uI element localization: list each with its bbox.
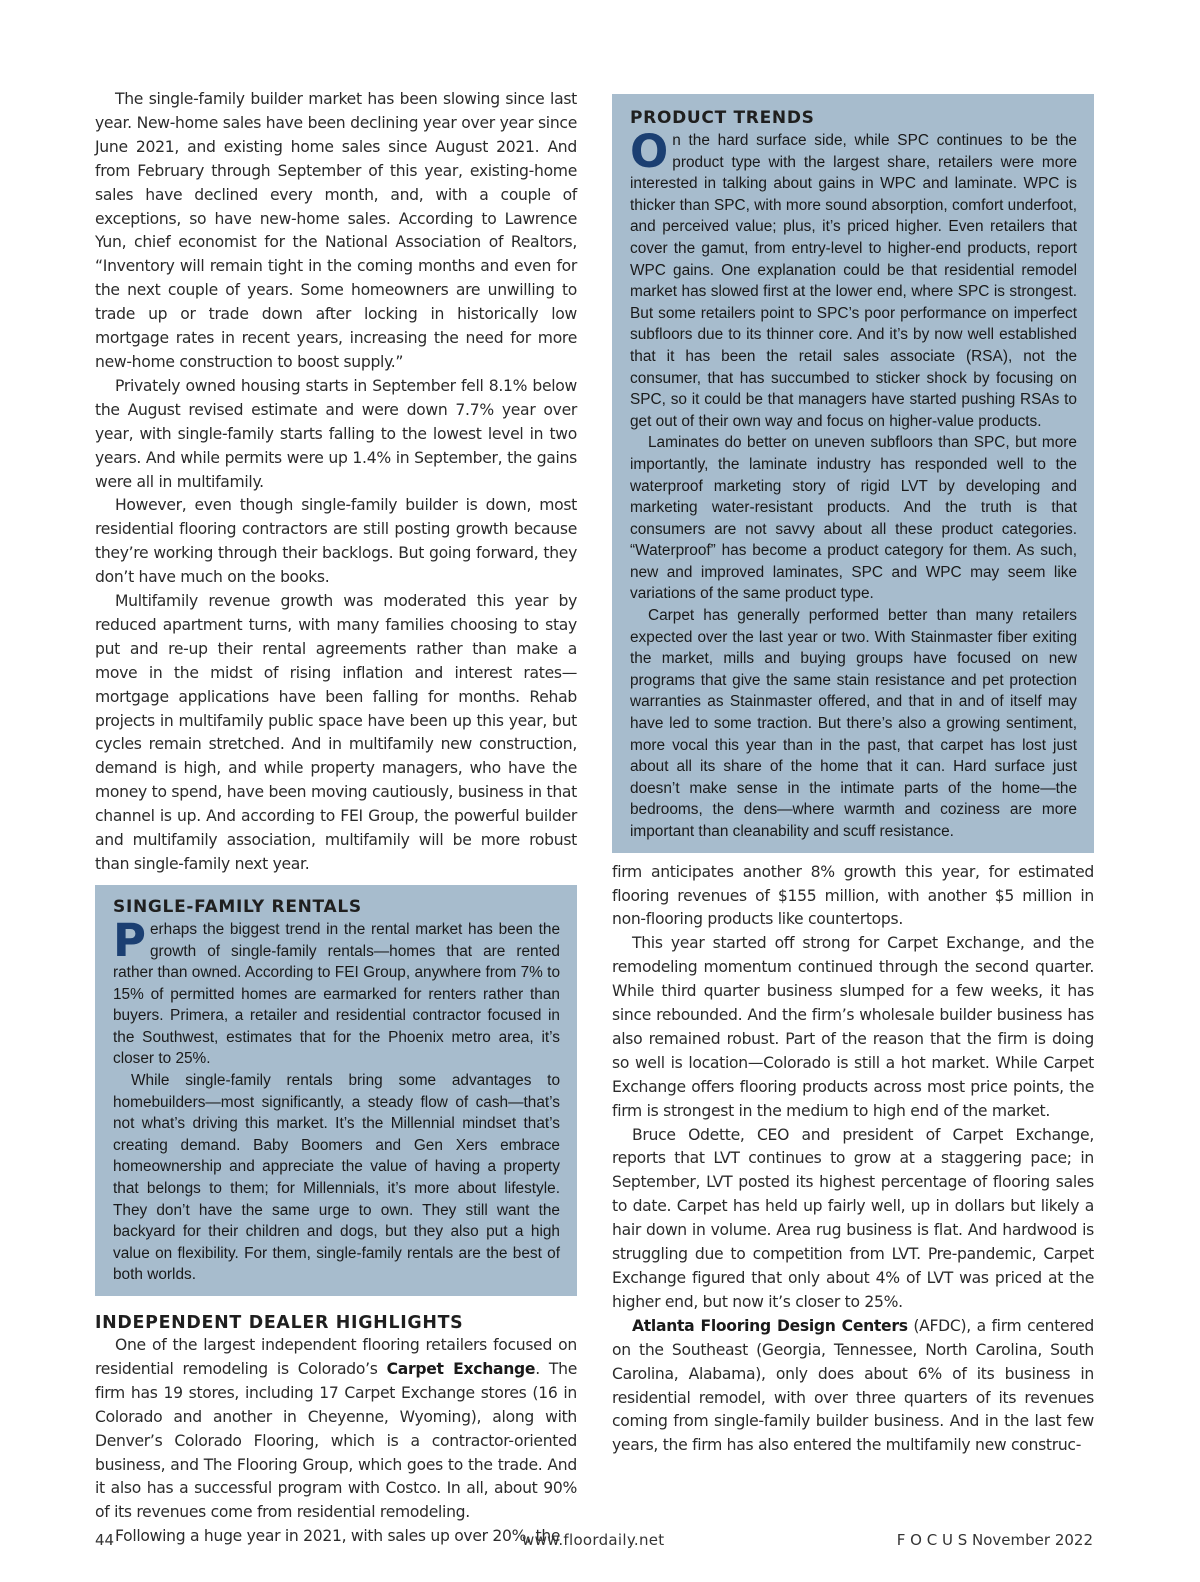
footer-issue: F O C U S November 2022 [896, 1531, 1093, 1549]
body-paragraph: Following a huge year in 2021, with sales up over 20%, the [115, 1527, 561, 1546]
body-paragraph: Privately owned housing starts in September fell 8.1% below the August revised estimate and were down 7.7% year over year, with single-family starts falling to the lowest level in two years. And while permits were up 1.4% in September, the gains were all in multifamily. [95, 376, 577, 491]
drop-cap: P [113, 913, 146, 967]
sidebar-paragraph: Carpet has generally performed better than many retailers expected over the last year or two. With Stainmaster fiber exiting the market, mills and buying groups have focused on new programs that give the same stain resistance and pet protection warranties as Stainmaster offered, and that in and of itself may have led to some traction. But there’s also a growing sentiment, more vocal this year than in the past, that carpet has lost just about all its share of the home that it can. Hard surface just doesn’t make sense in the intimate parts of the home—the bedrooms, the dens—where warmth and coziness are more important than cleanability and scuff resistance. [630, 607, 1077, 840]
company-name: Atlanta Flooring Design Centers [632, 1316, 908, 1335]
sidebar-paragraph: While single-family rentals bring some advantages to homebuilders—most significantly, a steady flow of cash—that’s not what’s driving this market. It’s the Millennial mindset that’s creating demand. Baby Boomers and Gen Xers embrace homeownership and appreciate the value of having a property that belongs to them; for Millennials, it’s more about lifestyle. They don’t have the same urge to own. They still want the backyard for their children and dogs, but they also put a high value on flexibility. For them, single-family rentals are the best of both worlds. [113, 1072, 560, 1284]
sidebar-product-trends [612, 94, 1094, 853]
sidebar-paragraph: Perhaps the biggest trend in the rental market has been the growth of single-family rentals—homes that are rented rather than owned. According to FEI Group, anywhere from 7% to 15% of permitted homes are earmarked for renters rather than buyers. Primera, a retailer and residential contractor focused in the Southwest, estimates that for the Phoenix metro area, it’s closer to 25%. [113, 913, 560, 1068]
right-column [612, 94, 1094, 1458]
body-paragraph: firm anticipates another 8% growth this year, for estimated flooring revenues of $155 million, with another $5 million in non-flooring products like countertops. [612, 862, 1094, 929]
body-paragraph: The single-family builder market has been slowing since last year. New-home sales have been declining year over year since June 2021, and existing home sales since August 2021. And from February through September of this year, existing-home sales have declined every month, and, with a couple of exceptions, so have new-home sales. According to Lawrence Yun, chief economist for the National Association of Realtors, “Inventory will remain tight in the coming months and even for the next couple of years. Some homeowners are unwilling to trade up or trade down after locking in historically low mortgage rates in recent years, increasing the need for more new-home construction to boost supply.” [95, 90, 577, 371]
body-paragraph: Bruce Odette, CEO and president of Carpet Exchange, reports that LVT continues to grow at a staggering pace; in September, LVT posted its highest percentage of flooring sales to date. Carpet has held up fairly well, up in dollars but likely a hair down in volume. Area rug business is flat. And hardwood is struggling due to competition from LVT. Pre-pandemic, Carpet Exchange figured that only about 4% of LVT was priced at the higher end, but now it’s closer to 25%. [612, 1125, 1094, 1311]
sidebar-paragraph: On the hard surface side, while SPC continues to be the product type with the largest share, retailers were more interested in talking about gains in WPC and laminate. WPC is thicker than SPC, with more sound absorption, comfort underfoot, and perceived value; plus, it’s priced higher. Even retailers that cover the gamut, from entry-level to higher-end products, report WPC gains. One explanation could be that residential remodel market has slowed first at the lower end, where SPC is strongest. But some retailers point to SPC’s poor performance on imperfect subfloors due to its thinner core. And it’s by now well established that it has been the retail sales associate (RSA), not the consumer, that has succumbed to sticker shock by focusing on SPC, so it could be that managers have started pushing RSAs to get out of their own way and focus on higher-value products. [630, 125, 1077, 430]
body-paragraph: Multifamily revenue growth was moderated this year by reduced apartment turns, with many families choosing to stay put and re-up their rental agreements rather than make a move in the midst of rising inflation and interest rates—mortgage applications have been falling for months. Rehab projects in multifamily public space have been up this year, but cycles remain stretched. And in multifamily new construction, demand is high, and while property managers, who have the money to spend, have been moving cautiously, business in that channel is up. And according to FEI Group, the powerful builder and multifamily association, multifamily will be more robust than single-family next year. [95, 592, 577, 873]
section-heading: INDEPENDENT DEALER HIGHLIGHTS [95, 1313, 464, 1333]
company-name: Carpet Exchange [386, 1359, 536, 1378]
sidebar-paragraph: Laminates do better on uneven subfloors than SPC, but more importantly, the laminate industry has responded well to the waterproof marketing story of rigid LVT by developing and marketing water-resistant products. And the truth is that consumers are not savvy about all these product categories. “Waterproof” has become a product category for them. As such, new and improved laminates, SPC and WPC may seem like variations of the same product type. [630, 434, 1077, 603]
page-number: 44 [95, 1531, 115, 1549]
body-paragraph: However, even though single-family builder is down, most residential flooring contractors are still posting growth because they’re working through their backlogs. But going forward, they don’t have much on the books. [95, 496, 577, 587]
body-paragraph: This year started off strong for Carpet Exchange, and the remodeling momentum continued through the second quarter. While third quarter business slumped for a few weeks, it has since rebounded. And the firm’s wholesale builder business has also remained robust. Part of the reason that the firm is doing so well is location—Colorado is still a hot market. While Carpet Exchange offers flooring products across most price points, the firm is strongest in the medium to high end of the market. [612, 934, 1094, 1120]
drop-cap: O [630, 125, 669, 178]
sidebar-heading: PRODUCT TRENDS [630, 108, 815, 128]
body-paragraph: Atlanta Flooring Design Centers (AFDC), a firm centered on the Southeast (Georgia, Tennessee, North Carolina, South Carolina, Alabama), only does about 6% of its business in residential remodel, with over three quarters of its revenues coming from single-family builder business. And in the last few years, the firm has also entered the multifamily new construc- [612, 1316, 1094, 1455]
body-paragraph: One of the largest independent flooring retailers focused on residential remodeling is Colorado’s Carpet Exchange. The firm has 19 stores, including 17 Carpet Exchange stores (16 in Colorado and another in Cheyenne, Wyoming), along with Denver’s Colorado Flooring, which is a contractor-oriented business, and The Flooring Group, which goes to the trade. And it also has a successful program with Costco. In all, about 90% of its revenues come from residential remodeling. [95, 1336, 577, 1522]
left-column [95, 88, 577, 1549]
sidebar-heading: SINGLE-FAMILY RENTALS [113, 896, 362, 917]
footer-url: www.floordaily.net [522, 1531, 665, 1549]
sidebar-single-family-rentals [95, 885, 577, 1296]
